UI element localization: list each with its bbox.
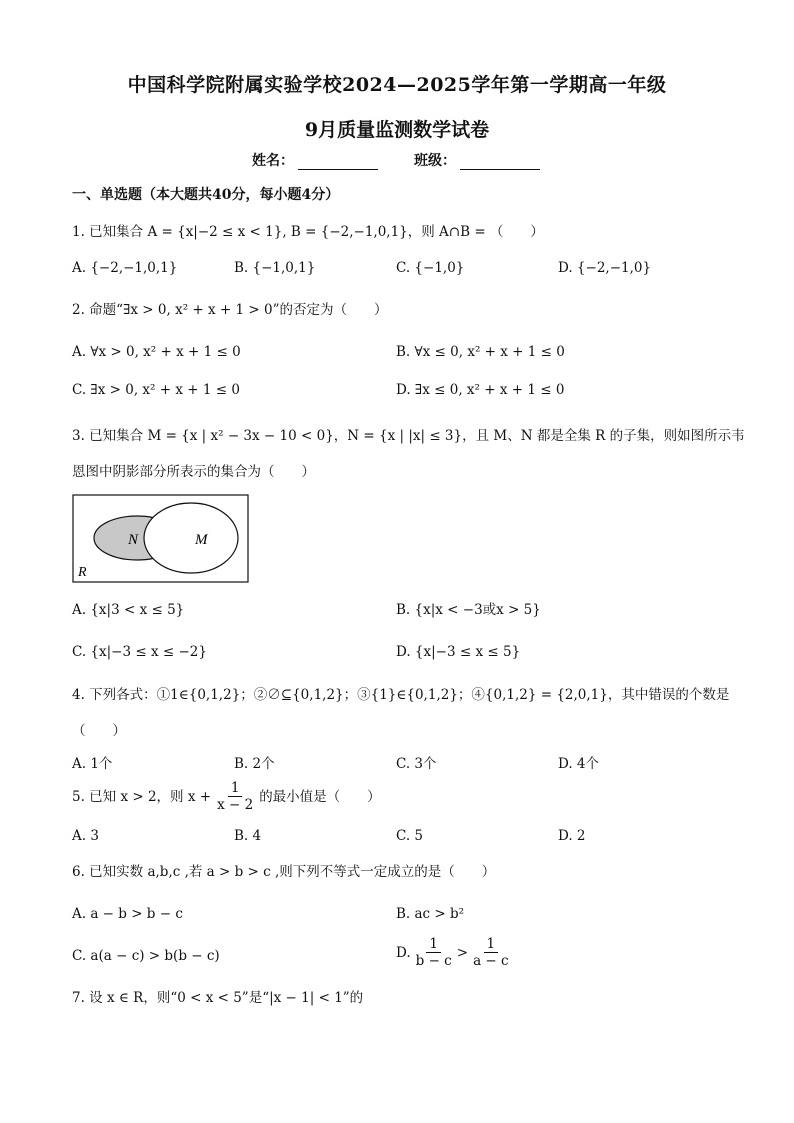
question-6: 6. 已知实数 a,b,c ,若 a > b > c ,则下列不等式一定成立的是（ ） [72,864,496,880]
q4-option-b: B. 2个 [234,756,275,772]
q3-option-b: B. {x|x < −3或x > 5} [396,602,541,618]
title-line-2: 9月质量监测数学试卷 [304,119,490,141]
name-field [252,150,378,170]
question-3-line-2: 恩图中阴影部分所表示的集合为（ ） [72,464,315,480]
q1-option-b: B. {−1,0,1} [234,260,316,276]
q2-option-c: C. ∃x > 0, x² + x + 1 ≤ 0 [72,382,240,398]
q2-option-b: B. ∀x ≤ 0, x² + x + 1 ≤ 0 [396,344,565,360]
class-label: 班级： [414,153,456,169]
class-blank[interactable] [460,155,540,170]
q6-d-frac2-numerator: 1 [484,936,499,953]
set-m-ellipse [144,503,238,573]
q4-option-a: A. 1个 [72,756,113,772]
q5-fraction-numerator: 1 [228,780,243,797]
q3-option-d: D. {x|−3 ≤ x ≤ 5} [396,644,521,660]
q5-option-d: D. 2 [558,828,586,844]
question-4-line-1: 4. 下列各式：①1∈{0,1,2}；②∅⊆{0,1,2}；③{1}∈{0,1,2}；④{0,1,2} = {2,0,1}，其中错误的个数是 [72,687,730,703]
q4-option-c: C. 3个 [396,756,437,772]
q6-d-frac1-numerator: 1 [426,936,441,953]
q6-option-d-fraction-2 [470,936,512,969]
name-label: 姓名： [252,153,294,169]
q6-option-b: B. ac > b² [396,906,465,922]
question-1: 1. 已知集合 A = {x|−2 ≤ x < 1}, B = {−2,−1,0,1}，则 A∩B = （ ） [72,224,544,240]
question-3-line-1: 3. 已知集合 M = {x | x² − 3x − 10 < 0}，N = {x | |x| ≤ 3}，且 M、N 都是全集 R 的子集，则如图所示韦 [72,428,745,444]
q6-option-d-fraction-1 [413,936,455,969]
q6-option-a: A. a − b > b − c [72,906,183,922]
q6-option-d-relation: > [456,944,469,961]
q5-option-b: B. 4 [234,828,262,844]
q1-option-c: C. {−1,0} [396,260,465,276]
question-5 [72,780,381,813]
set-m-label: M [195,532,208,548]
q5-fraction-denominator: x − 2 [217,797,254,813]
q2-option-a: A. ∀x > 0, x² + x + 1 ≤ 0 [72,344,241,360]
question-4-line-2: （ ） [72,723,126,739]
q3-option-a: A. {x|3 < x ≤ 5} [72,602,185,618]
q6-d-frac2-denominator: a − c [473,953,509,969]
q5-stem-pre: 5. 已知 x > 2，则 x + [72,788,212,805]
q5-fraction [214,780,256,813]
q5-stem-post: 的最小值是（ ） [259,788,381,805]
q4-option-d: D. 4个 [558,756,600,772]
q2-option-d: D. ∃x ≤ 0, x² + x + 1 ≤ 0 [396,382,565,398]
q6-option-d [396,936,514,969]
q1-option-a: A. {−2,−1,0,1} [72,260,178,276]
title-line-1: 中国科学院附属实验学校2024—2025学年第一学期高一年级 [127,74,667,96]
venn-diagram [72,494,250,584]
class-field [414,150,540,170]
section-heading: 一、单选题（本大题共40分，每小题4分） [72,187,340,203]
q6-d-frac1-denominator: b − c [415,953,452,969]
q5-option-a: A. 3 [72,828,99,844]
question-2: 2. 命题“∃x > 0, x² + x + 1 > 0”的否定为（ ） [72,302,388,318]
name-blank[interactable] [298,155,378,170]
q3-option-c: C. {x|−3 ≤ x ≤ −2} [72,644,207,660]
question-7: 7. 设 x ∈ R，则“0 < x < 5”是“|x − 1| < 1”的 [72,990,364,1006]
q6-option-c: C. a(a − c) > b(b − c) [72,948,220,964]
universe-label: R [78,565,87,580]
q1-option-d: D. {−2,−1,0} [558,260,652,276]
set-n-label: N [128,532,139,548]
q6-option-d-prefix: D. [396,944,411,961]
q5-option-c: C. 5 [396,828,424,844]
